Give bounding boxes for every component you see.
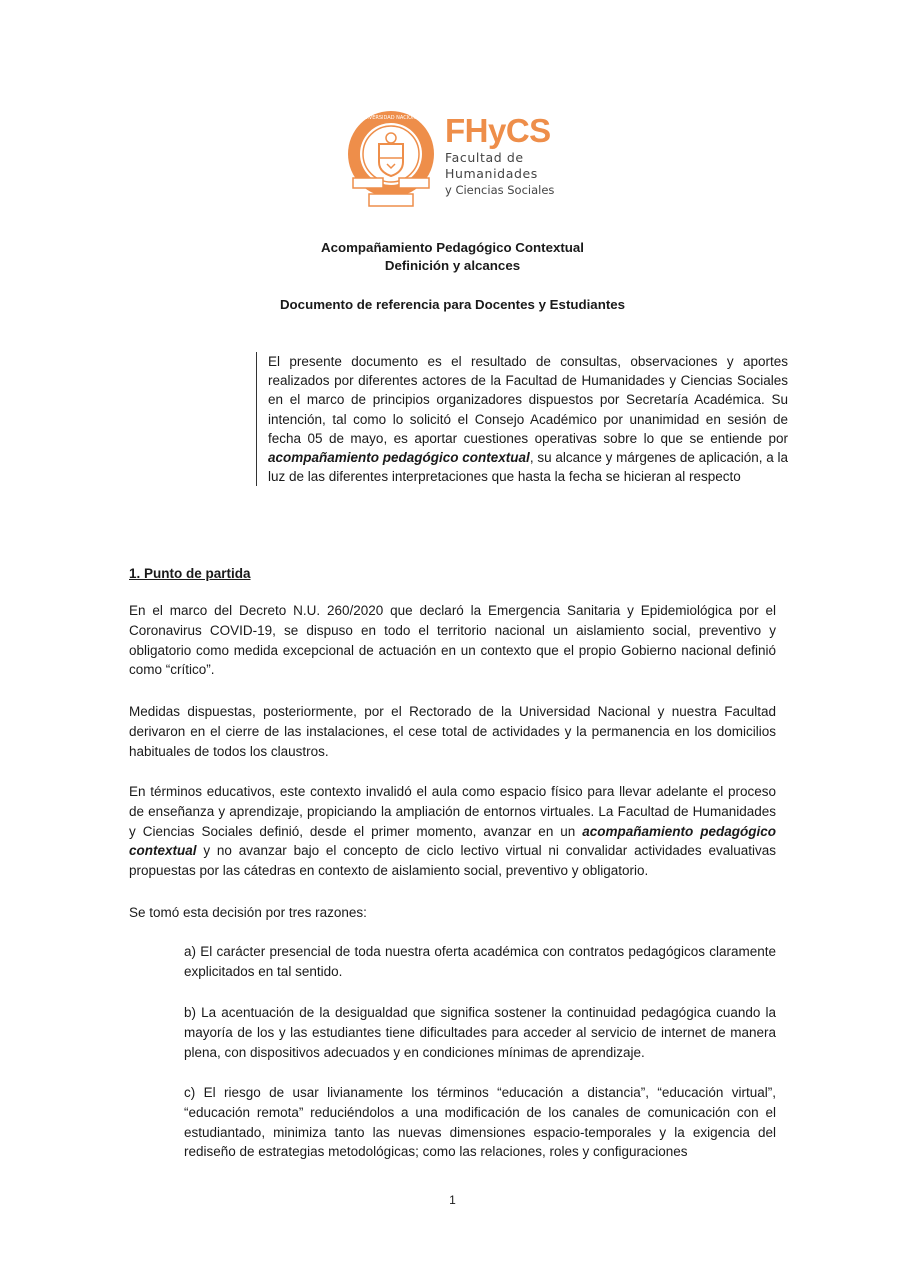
- abstract-text-after: , su alcance y márgenes de aplicación, a la luz de las diferentes interpretaciones que hasta la fecha se hicieran al respecto: [268, 450, 788, 485]
- paragraph-1: En el marco del Decreto N.U. 260/2020 que declaró la Emergencia Sanitaria y Epidemiológica por el Coronavirus COVID-19, se dispuso en todo el territorio nacional un aislamiento social, preventivo y obligatorio como medida excepcional de actuación en un contexto que el propio Gobierno nacional definió como “crítico”.: [129, 603, 776, 678]
- paragraph-3-after: y no avanzar bajo el concepto de ciclo lectivo virtual ni convalidar actividades evaluativas propuestas por las cátedras en contexto de aislamiento social, preventivo y obligatorio.: [129, 843, 776, 879]
- brand-name: FHyCS: [445, 112, 551, 149]
- brand-line-3: y Ciencias Sociales: [445, 183, 555, 197]
- abstract-emphasis: acompañamiento pedagógico contextual: [268, 450, 530, 466]
- document-subtitle: Definición y alcances: [384, 258, 521, 273]
- paragraph-3: [129, 782, 776, 881]
- list-item-c: c) El riesgo de usar livianamente los términos “educación a distancia”, “educación virtual”, “educación remota” reduciéndolos a una modificación de los canales de comunicación con el estudiantado, minimiza tanto las nuevas dimensiones espacio-temporales y la exigencia del rediseño de estrategias metodológicas; como las relaciones, roles y configuraciones: [184, 1085, 776, 1160]
- paragraph-2: Medidas dispuestas, posteriormente, por el Rectorado de la Universidad Nacional y nuestra Facultad derivaron en el cierre de las instalaciones, el cese total de actividades y la permanencia en los domicilios habituales de todos los claustros.: [129, 704, 776, 759]
- list-item-b: b) La acentuación de la desigualdad que significa sostener la continuidad pedagógica cuando la mayoría de los y las estudiantes tiene dificultades para acceder al servicio de internet de manera plena, con dispositivos adecuados y en condiciones mínimas de aprendizaje.: [184, 1005, 776, 1060]
- page-number: 1: [449, 1193, 456, 1207]
- abstract-text-before: El presente documento es el resultado de consultas, observaciones y aportes realizados por diferentes actores de la Facultad de Humanidades y Ciencias Sociales en el marco de principios organizadores dispuestos por Secretaría Académica. Su intención, tal como lo solicitó el Consejo Académico por unanimidad en sesión de fecha 05 de mayo, es aportar cuestiones operativas sobre lo que se entiende por: [268, 354, 788, 446]
- abstract-block: [256, 352, 788, 486]
- university-seal-icon: [345, 108, 437, 212]
- document-title: Acompañamiento Pedagógico Contextual: [320, 240, 585, 255]
- list-item-a: a) El carácter presencial de toda nuestra oferta académica con contratos pedagógicos claramente explicitados en tal sentido.: [184, 944, 776, 979]
- paragraph-3-before: En términos educativos, este contexto invalidó el aula como espacio físico para llevar adelante el proceso de enseñanza y aprendizaje, propiciando la ampliación de entornos virtuales. La Facultad de Humanidades y Ciencias Sociales definió, desde el primer momento, avanzar en un: [129, 784, 776, 839]
- document-reference-title: Documento de referencia para Docentes y Estudiantes: [279, 297, 626, 312]
- paragraph-4: Se tomó esta decisión por tres razones:: [129, 905, 367, 920]
- brand-line-2: Humanidades: [445, 166, 538, 181]
- svg-text:UNIVERSIDAD NACIONAL: UNIVERSIDAD NACIONAL: [359, 115, 423, 121]
- brand-block: [445, 112, 554, 198]
- paragraph-3-emphasis: acompañamiento pedagógico contextual: [129, 823, 777, 859]
- brand-line-1: Facultad de: [445, 150, 524, 165]
- section-heading: 1. Punto de partida: [129, 566, 251, 581]
- faculty-logo: [345, 108, 575, 214]
